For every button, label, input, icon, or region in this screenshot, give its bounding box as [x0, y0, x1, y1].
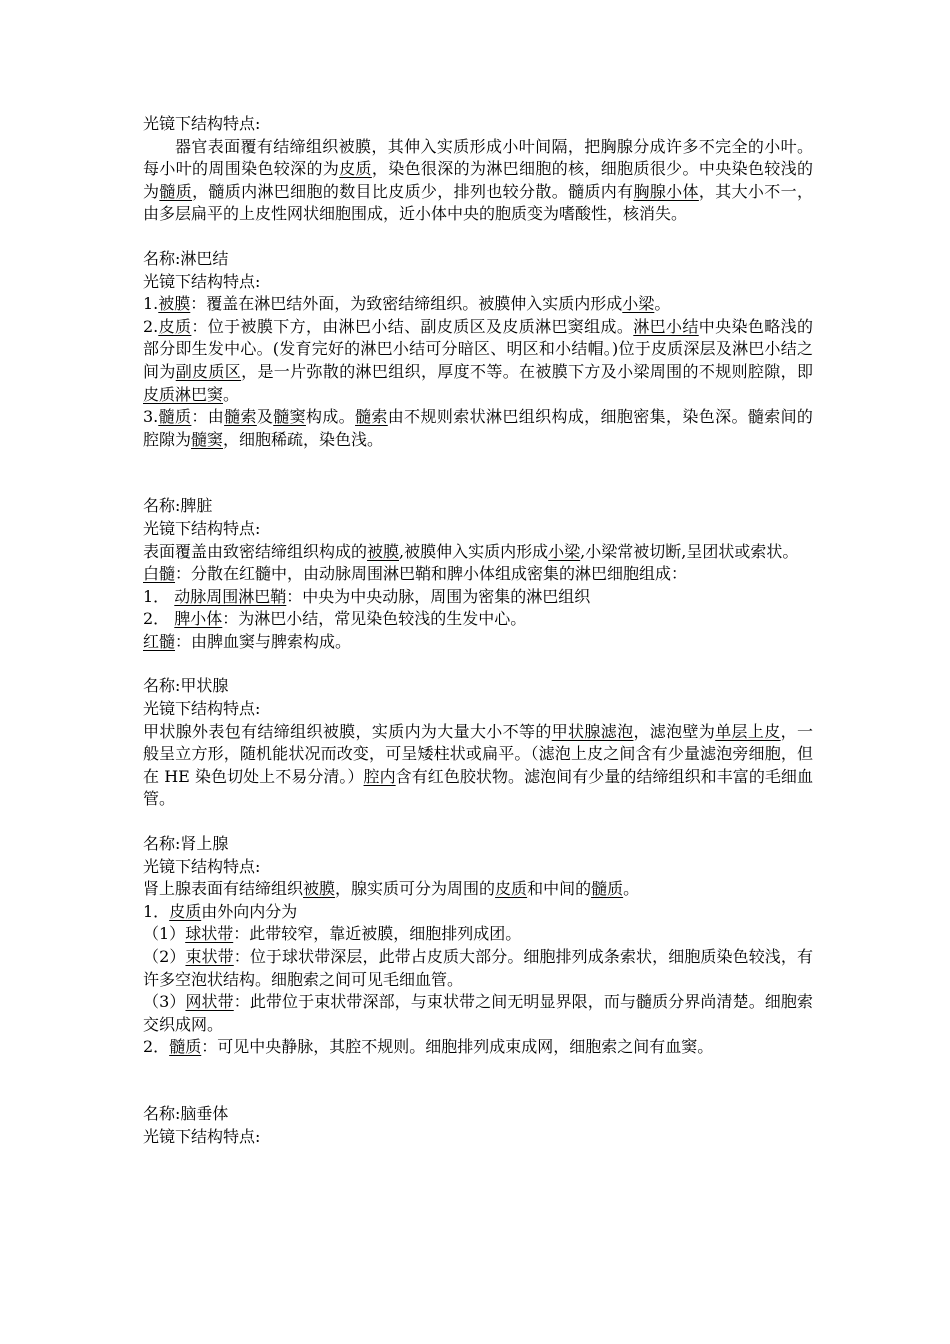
text-run: 1. — [143, 294, 159, 314]
text-run: 构成。 — [305, 407, 356, 427]
underlined-term: 髓质 — [169, 1037, 202, 1057]
underlined-term: 被膜 — [158, 294, 191, 314]
document-page — [143, 113, 813, 1148]
text-run: 1． — [143, 901, 170, 921]
underlined-term: 束状带 — [185, 947, 234, 966]
text-run: 由外向内分为 — [201, 901, 298, 921]
underlined-term: 髓质 — [159, 181, 193, 201]
section-heading: 光镜下结构特点: — [143, 1126, 261, 1146]
text-run: ：由 — [191, 407, 225, 427]
body-line — [143, 586, 813, 609]
underlined-term: 白髓 — [143, 564, 176, 584]
body-line — [143, 721, 813, 811]
text-run: （2） — [143, 947, 186, 966]
section-heading: 光镜下结构特点: — [143, 856, 261, 876]
lymph-node-body — [143, 293, 813, 451]
underlined-term: 髓窦 — [191, 429, 224, 449]
text-run: 甲状腺外表包有结缔组织被膜，实质内为大量大小不等的 — [143, 721, 552, 741]
underlined-term: 红髓 — [143, 631, 176, 651]
underlined-term: 甲状腺滤泡 — [551, 721, 634, 741]
text-run: 1． — [143, 586, 175, 606]
text-run: 器官表面覆有结缔组织被膜，其伸入实质形成小叶间隔，把胸腺分成许多不完全的小叶。每小叶的周围染色较深的为 — [143, 136, 813, 179]
underlined-term: 球状带 — [185, 924, 234, 944]
text-run: ,被膜伸入实质内形成 — [399, 541, 549, 561]
text-run: 及 — [256, 407, 274, 427]
text-run: ：覆盖在淋巴结外面，为致密结缔组织。被膜伸入实质内形成 — [190, 294, 623, 314]
body-line — [143, 901, 813, 924]
text-run: 肾上腺表面有结缔组织 — [143, 879, 304, 899]
underlined-term: 髓质 — [158, 407, 192, 427]
section-name: 名称:脾脏 — [143, 496, 213, 516]
text-run: ，其大小不一，由多层扁平的上皮性网状细胞围成，近小体中央的胞质变为嗜酸性，核消失。 — [143, 181, 813, 224]
spleen-body — [143, 541, 813, 654]
text-run: 含有红色胶状物。滤泡间有少量的结缔组织和丰富的毛细血管。 — [143, 766, 813, 809]
text-run: 中央染色略浅的部分即生发中心。(发育完好的淋巴小结可分暗区、明区和小结帽。)位于皮质深层及淋巴小结之间为 — [143, 316, 813, 381]
text-run: ：为淋巴小结，常见染色较浅的生发中心。 — [222, 609, 527, 629]
body-line — [143, 316, 813, 406]
section-name: 名称:肾上腺 — [143, 834, 229, 854]
underlined-term: 被膜 — [303, 879, 336, 899]
text-run: （1） — [143, 924, 186, 944]
body-line — [143, 563, 813, 586]
underlined-term: 皮质 — [158, 316, 192, 336]
underlined-term: 单层上皮 — [715, 721, 781, 741]
underlined-term: 淋巴小结 — [633, 316, 699, 336]
text-run: ，细胞稀疏，染色浅。 — [223, 429, 384, 449]
text-run: ，髓质内淋巴细胞的数目比皮质少，排列也较分散。髓质内有 — [192, 181, 634, 201]
text-run: ，染色很深的为淋巴细胞的核，细胞质很少。中央染色较浅的为 — [143, 159, 813, 201]
underlined-term: 髓索 — [224, 407, 257, 427]
body-line — [143, 946, 813, 991]
text-run: ：位于球状带深层，此带占皮质大部分。细胞排列成条索状，细胞质染色较浅，有许多空泡状结构。细胞索之间可见毛细血管。 — [143, 947, 813, 989]
underlined-term: 胸腺小体 — [633, 181, 699, 201]
section-name: 名称:脑垂体 — [143, 1103, 229, 1123]
section-heading: 光镜下结构特点: — [143, 271, 261, 291]
section-heading: 光镜下结构特点: — [143, 518, 261, 538]
underlined-term: 小梁 — [548, 541, 581, 561]
text-run: 和中间的 — [527, 879, 592, 899]
text-run: 2． — [143, 609, 175, 629]
text-run: 。 — [223, 384, 240, 404]
text-run: （3） — [143, 992, 186, 1012]
thyroid-body — [143, 721, 813, 811]
text-run: ：分散在红髓中，由动脉周围淋巴鞘和脾小体组成密集的淋巴细胞组成： — [175, 564, 688, 584]
text-run: ：此带位于束状带深部，与束状带之间无明显界限，而与髓质分界尚清楚。细胞索交织成网。 — [143, 992, 813, 1034]
body-line — [143, 293, 813, 316]
text-run: 表面覆盖由致密结缔组织构成的 — [143, 541, 368, 561]
text-run: 3. — [143, 407, 159, 427]
underlined-term: 皮质 — [339, 159, 372, 179]
body-line — [143, 631, 813, 654]
text-run: ：此带较窄，靠近被膜，细胞排列成团。 — [233, 924, 522, 944]
body-line — [143, 878, 813, 901]
text-run: 2. — [143, 316, 159, 336]
text-run: 。 — [654, 294, 671, 314]
section-name: 名称:淋巴结 — [143, 248, 229, 268]
underlined-term: 髓索 — [355, 407, 388, 427]
text-run: ：可见中央静脉，其腔不规则。细胞排列成束成网，细胞索之间有血窦。 — [201, 1037, 714, 1057]
text-run: ：由脾血窦与脾索构成。 — [175, 631, 352, 651]
underlined-term: 髓窦 — [273, 407, 306, 427]
underlined-term: 小梁 — [622, 294, 655, 314]
underlined-term: 脾小体 — [174, 609, 223, 629]
underlined-term: 动脉周围淋巴鞘 — [174, 586, 287, 606]
body-line — [143, 541, 813, 564]
thymus-paragraph — [143, 136, 813, 226]
section-heading: 光镜下结构特点: — [143, 114, 261, 133]
adrenal-body — [143, 878, 813, 1059]
underlined-term: 髓质 — [591, 879, 624, 899]
underlined-term: 皮质 — [169, 901, 202, 921]
body-line — [143, 406, 813, 451]
underlined-term: 副皮质区 — [175, 361, 242, 381]
underlined-term: 网状带 — [185, 992, 234, 1012]
text-run: 。 — [623, 879, 640, 899]
body-line — [143, 608, 813, 631]
underlined-term: 被膜 — [367, 541, 400, 561]
section-heading: 光镜下结构特点: — [143, 699, 261, 719]
text-run: ，腺实质可分为周围的 — [335, 879, 496, 899]
text-run: 2． — [143, 1037, 170, 1057]
body-line — [143, 923, 813, 946]
text-run: ，一般呈立方形，随机能状况而改变，可呈矮柱状或扁平。（滤泡上皮之间含有少量滤泡旁细胞，但在 HE 染色切处上不易分清。） — [143, 721, 813, 786]
text-run: ：中央为中央动脉，周围为密集的淋巴组织 — [286, 586, 591, 606]
text-run: ：位于被膜下方，由淋巴小结、副皮质区及皮质淋巴窦组成。 — [191, 316, 634, 336]
text-run: 由不规则索状淋巴组织构成，细胞密集，染色深。髓索间的腔隙为 — [143, 407, 813, 449]
underlined-term: 皮质淋巴窦 — [143, 384, 224, 404]
section-name: 名称:甲状腺 — [143, 676, 229, 696]
text-run: ，是一片弥散的淋巴组织，厚度不等。在被膜下方及小梁周围的不规则腔隙，即 — [241, 361, 813, 381]
underlined-term: 腔内 — [363, 766, 396, 786]
underlined-term: 皮质 — [495, 879, 528, 899]
text-run: ,小梁常被切断,呈团状或索状。 — [580, 541, 799, 561]
body-line — [143, 991, 813, 1036]
text-run: ，滤泡壁为 — [633, 721, 716, 741]
body-line — [143, 1036, 813, 1059]
